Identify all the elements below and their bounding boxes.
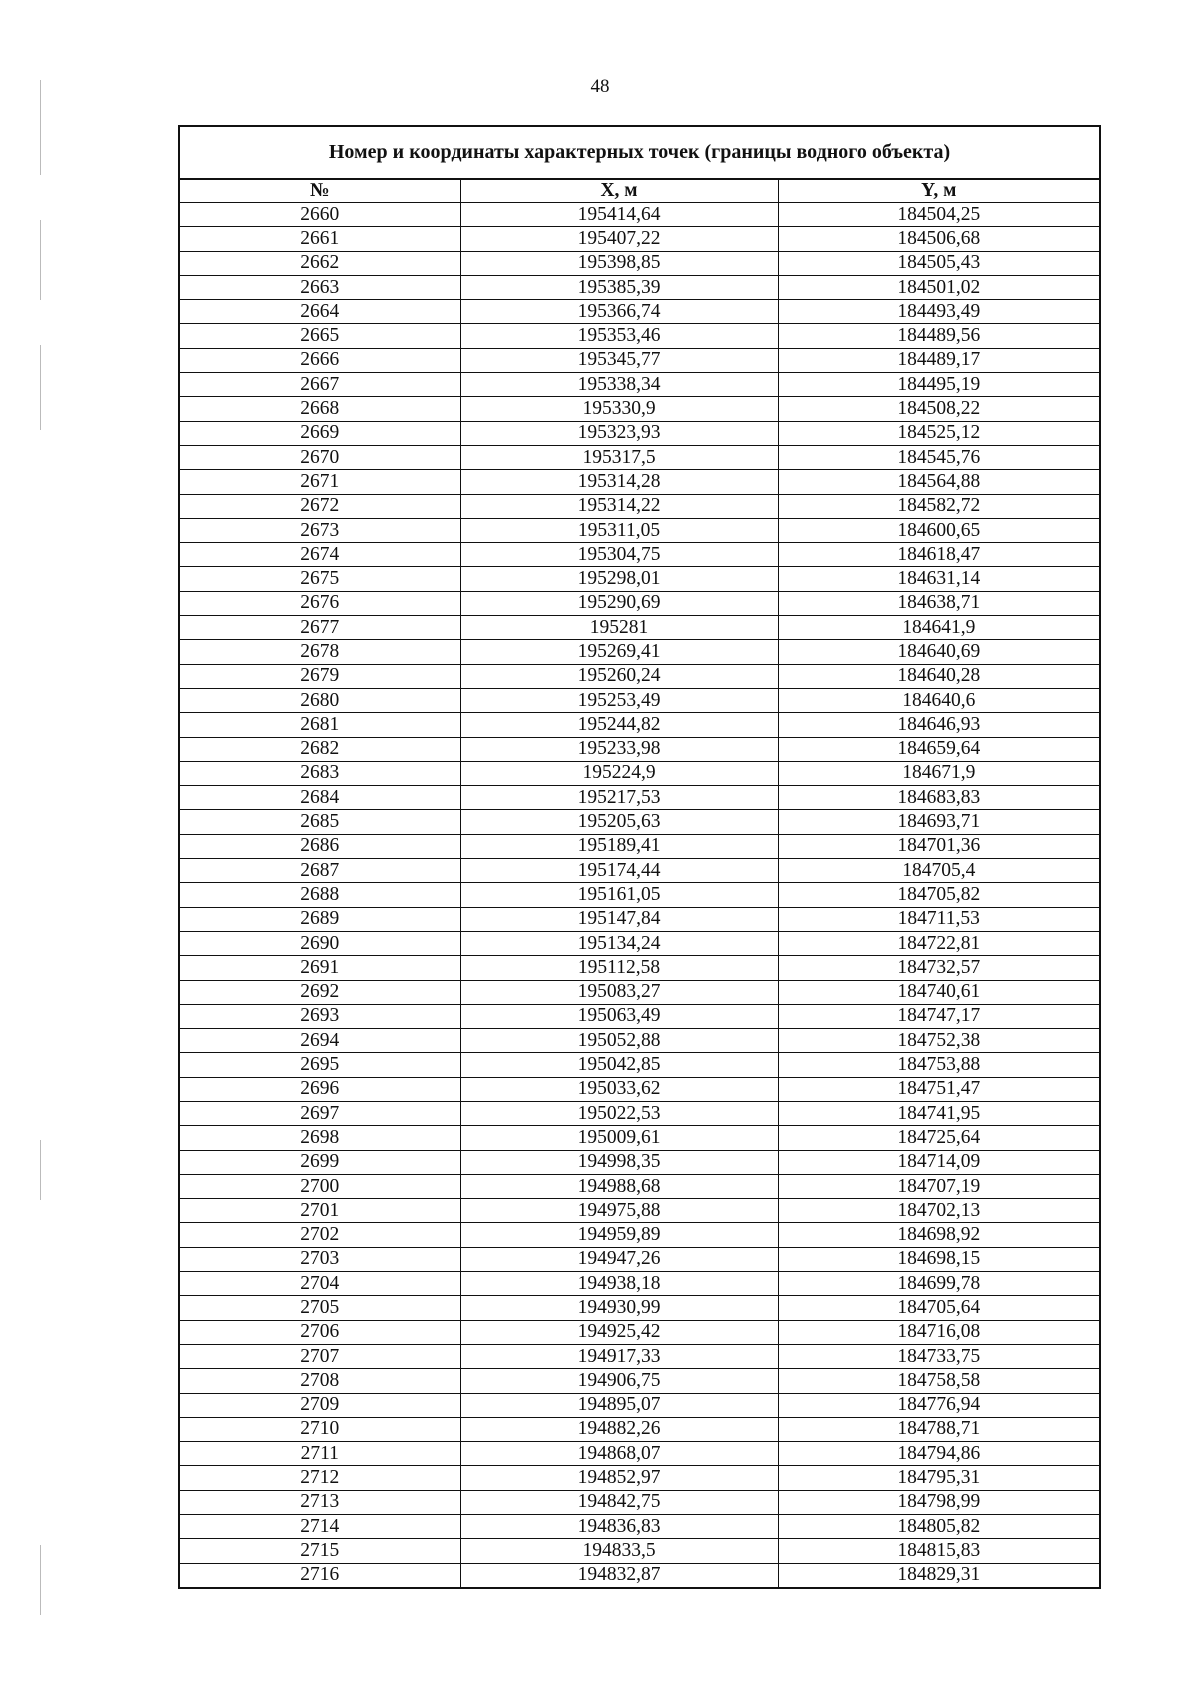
y-coordinate-cell: 184741,95 (778, 1101, 1099, 1125)
point-number-cell: 2664 (180, 300, 460, 324)
table-row (180, 980, 1099, 1004)
y-coordinate-cell: 184671,9 (778, 761, 1099, 785)
x-coordinate-cell: 194833,5 (460, 1539, 778, 1563)
table-row (180, 907, 1099, 931)
x-coordinate-cell: 195330,9 (460, 397, 778, 421)
x-coordinate-cell: 195414,64 (460, 203, 778, 227)
table-row (180, 251, 1099, 275)
y-coordinate-cell: 184705,64 (778, 1296, 1099, 1320)
y-coordinate-cell: 184646,93 (778, 713, 1099, 737)
table-row (180, 1029, 1099, 1053)
y-coordinate-cell: 184829,31 (778, 1563, 1099, 1587)
table-row (180, 713, 1099, 737)
table-row (180, 1004, 1099, 1028)
table-row (180, 1369, 1099, 1393)
y-coordinate-cell: 184545,76 (778, 445, 1099, 469)
table-row (180, 1150, 1099, 1174)
table-row (180, 786, 1099, 810)
y-coordinate-cell: 184776,94 (778, 1393, 1099, 1417)
table-row (180, 1490, 1099, 1514)
point-number-cell: 2673 (180, 518, 460, 542)
point-number-cell: 2678 (180, 640, 460, 664)
table-row (180, 688, 1099, 712)
y-coordinate-cell: 184631,14 (778, 567, 1099, 591)
point-number-cell: 2690 (180, 931, 460, 955)
point-number-cell: 2697 (180, 1101, 460, 1125)
y-coordinate-cell: 184683,83 (778, 786, 1099, 810)
table-row (180, 373, 1099, 397)
x-coordinate-cell: 194842,75 (460, 1490, 778, 1514)
point-number-cell: 2662 (180, 251, 460, 275)
x-coordinate-cell: 194975,88 (460, 1199, 778, 1223)
y-coordinate-cell: 184701,36 (778, 834, 1099, 858)
x-coordinate-cell: 195281 (460, 616, 778, 640)
x-coordinate-cell: 195174,44 (460, 859, 778, 883)
table-row (180, 543, 1099, 567)
y-coordinate-cell: 184707,19 (778, 1174, 1099, 1198)
point-number-cell: 2674 (180, 543, 460, 567)
x-coordinate-cell: 195353,46 (460, 324, 778, 348)
y-coordinate-cell: 184659,64 (778, 737, 1099, 761)
point-number-cell: 2710 (180, 1417, 460, 1441)
table-row (180, 1247, 1099, 1271)
point-number-cell: 2708 (180, 1369, 460, 1393)
point-number-cell: 2692 (180, 980, 460, 1004)
point-number-cell: 2712 (180, 1466, 460, 1490)
y-coordinate-cell: 184751,47 (778, 1077, 1099, 1101)
y-coordinate-cell: 184508,22 (778, 397, 1099, 421)
point-number-cell: 2703 (180, 1247, 460, 1271)
table-row (180, 664, 1099, 688)
table-row (180, 1515, 1099, 1539)
scan-edge-mark (40, 1545, 41, 1615)
header-x: X, м (460, 180, 778, 203)
x-coordinate-cell: 195217,53 (460, 786, 778, 810)
table-row (180, 591, 1099, 615)
x-coordinate-cell: 195022,53 (460, 1101, 778, 1125)
table-row (180, 1126, 1099, 1150)
point-number-cell: 2698 (180, 1126, 460, 1150)
y-coordinate-cell: 184753,88 (778, 1053, 1099, 1077)
point-number-cell: 2681 (180, 713, 460, 737)
table-row (180, 1320, 1099, 1344)
y-coordinate-cell: 184702,13 (778, 1199, 1099, 1223)
y-coordinate-cell: 184815,83 (778, 1539, 1099, 1563)
y-coordinate-cell: 184795,31 (778, 1466, 1099, 1490)
y-coordinate-cell: 184698,92 (778, 1223, 1099, 1247)
y-coordinate-cell: 184798,99 (778, 1490, 1099, 1514)
y-coordinate-cell: 184722,81 (778, 931, 1099, 955)
table-row (180, 421, 1099, 445)
y-coordinate-cell: 184732,57 (778, 956, 1099, 980)
x-coordinate-cell: 195042,85 (460, 1053, 778, 1077)
table-row (180, 1272, 1099, 1296)
table-row (180, 931, 1099, 955)
table-row (180, 203, 1099, 227)
x-coordinate-cell: 195112,58 (460, 956, 778, 980)
point-number-cell: 2693 (180, 1004, 460, 1028)
x-coordinate-cell: 195366,74 (460, 300, 778, 324)
point-number-cell: 2667 (180, 373, 460, 397)
page-number: 48 (590, 76, 610, 97)
table-row (180, 810, 1099, 834)
y-coordinate-cell: 184641,9 (778, 616, 1099, 640)
table-body (180, 203, 1099, 1587)
y-coordinate-cell: 184725,64 (778, 1126, 1099, 1150)
y-coordinate-cell: 184758,58 (778, 1369, 1099, 1393)
point-number-cell: 2686 (180, 834, 460, 858)
table-row (180, 567, 1099, 591)
table-row (180, 1417, 1099, 1441)
table-row (180, 1199, 1099, 1223)
y-coordinate-cell: 184698,15 (778, 1247, 1099, 1271)
y-coordinate-cell: 184504,25 (778, 203, 1099, 227)
y-coordinate-cell: 184733,75 (778, 1344, 1099, 1368)
scan-edge-mark (40, 345, 41, 430)
x-coordinate-cell: 195147,84 (460, 907, 778, 931)
table-row (180, 1344, 1099, 1368)
x-coordinate-cell: 194925,42 (460, 1320, 778, 1344)
table-row (180, 956, 1099, 980)
table-row (180, 324, 1099, 348)
y-coordinate-cell: 184740,61 (778, 980, 1099, 1004)
y-coordinate-cell: 184640,69 (778, 640, 1099, 664)
table-row (180, 1442, 1099, 1466)
table-row (180, 445, 1099, 469)
table-row (180, 1174, 1099, 1198)
point-number-cell: 2661 (180, 227, 460, 251)
point-number-cell: 2683 (180, 761, 460, 785)
table-row (180, 227, 1099, 251)
table-row (180, 737, 1099, 761)
x-coordinate-cell: 195009,61 (460, 1126, 778, 1150)
table-row (180, 834, 1099, 858)
point-number-cell: 2671 (180, 470, 460, 494)
point-number-cell: 2711 (180, 1442, 460, 1466)
x-coordinate-cell: 195205,63 (460, 810, 778, 834)
point-number-cell: 2716 (180, 1563, 460, 1587)
x-coordinate-cell: 194852,97 (460, 1466, 778, 1490)
x-coordinate-cell: 195317,5 (460, 445, 778, 469)
x-coordinate-cell: 195323,93 (460, 421, 778, 445)
x-coordinate-cell: 194882,26 (460, 1417, 778, 1441)
x-coordinate-cell: 195161,05 (460, 883, 778, 907)
x-coordinate-cell: 195224,9 (460, 761, 778, 785)
x-coordinate-cell: 195314,22 (460, 494, 778, 518)
table-row (180, 640, 1099, 664)
x-coordinate-cell: 194998,35 (460, 1150, 778, 1174)
table-row (180, 1223, 1099, 1247)
y-coordinate-cell: 184693,71 (778, 810, 1099, 834)
y-coordinate-cell: 184699,78 (778, 1272, 1099, 1296)
point-number-cell: 2691 (180, 956, 460, 980)
x-coordinate-cell: 195298,01 (460, 567, 778, 591)
table-row (180, 859, 1099, 883)
table-row (180, 1393, 1099, 1417)
y-coordinate-cell: 184705,4 (778, 859, 1099, 883)
y-coordinate-cell: 184640,28 (778, 664, 1099, 688)
header-number: № (180, 180, 460, 203)
point-number-cell: 2660 (180, 203, 460, 227)
x-coordinate-cell: 194832,87 (460, 1563, 778, 1587)
y-coordinate-cell: 184747,17 (778, 1004, 1099, 1028)
x-coordinate-cell: 195134,24 (460, 931, 778, 955)
point-number-cell: 2663 (180, 275, 460, 299)
y-coordinate-cell: 184506,68 (778, 227, 1099, 251)
point-number-cell: 2688 (180, 883, 460, 907)
x-coordinate-cell: 194895,07 (460, 1393, 778, 1417)
point-number-cell: 2676 (180, 591, 460, 615)
y-coordinate-cell: 184505,43 (778, 251, 1099, 275)
x-coordinate-cell: 194930,99 (460, 1296, 778, 1320)
point-number-cell: 2679 (180, 664, 460, 688)
point-number-cell: 2709 (180, 1393, 460, 1417)
table-row (180, 275, 1099, 299)
point-number-cell: 2669 (180, 421, 460, 445)
x-coordinate-cell: 195083,27 (460, 980, 778, 1004)
table-row (180, 1563, 1099, 1587)
y-coordinate-cell: 184493,49 (778, 300, 1099, 324)
y-coordinate-cell: 184638,71 (778, 591, 1099, 615)
point-number-cell: 2675 (180, 567, 460, 591)
point-number-cell: 2695 (180, 1053, 460, 1077)
x-coordinate-cell: 195269,41 (460, 640, 778, 664)
coordinates-sheet (178, 125, 1101, 1589)
point-number-cell: 2680 (180, 688, 460, 712)
x-coordinate-cell: 195244,82 (460, 713, 778, 737)
x-coordinate-cell: 194917,33 (460, 1344, 778, 1368)
point-number-cell: 2672 (180, 494, 460, 518)
x-coordinate-cell: 195290,69 (460, 591, 778, 615)
point-number-cell: 2713 (180, 1490, 460, 1514)
point-number-cell: 2706 (180, 1320, 460, 1344)
point-number-cell: 2707 (180, 1344, 460, 1368)
y-coordinate-cell: 184640,6 (778, 688, 1099, 712)
scan-edge-mark (40, 1140, 41, 1200)
point-number-cell: 2700 (180, 1174, 460, 1198)
y-coordinate-cell: 184711,53 (778, 907, 1099, 931)
table-row (180, 1101, 1099, 1125)
point-number-cell: 2666 (180, 348, 460, 372)
x-coordinate-cell: 195311,05 (460, 518, 778, 542)
x-coordinate-cell: 195189,41 (460, 834, 778, 858)
point-number-cell: 2702 (180, 1223, 460, 1247)
x-coordinate-cell: 195233,98 (460, 737, 778, 761)
y-coordinate-cell: 184716,08 (778, 1320, 1099, 1344)
point-number-cell: 2684 (180, 786, 460, 810)
table-row (180, 1539, 1099, 1563)
table-row (180, 348, 1099, 372)
y-coordinate-cell: 184525,12 (778, 421, 1099, 445)
point-number-cell: 2701 (180, 1199, 460, 1223)
y-coordinate-cell: 184564,88 (778, 470, 1099, 494)
x-coordinate-cell: 194947,26 (460, 1247, 778, 1271)
table-row (180, 1077, 1099, 1101)
x-coordinate-cell: 195398,85 (460, 251, 778, 275)
point-number-cell: 2714 (180, 1515, 460, 1539)
point-number-cell: 2685 (180, 810, 460, 834)
x-coordinate-cell: 194959,89 (460, 1223, 778, 1247)
x-coordinate-cell: 195304,75 (460, 543, 778, 567)
header-y: Y, м (778, 180, 1099, 203)
y-coordinate-cell: 184618,47 (778, 543, 1099, 567)
y-coordinate-cell: 184805,82 (778, 1515, 1099, 1539)
x-coordinate-cell: 194906,75 (460, 1369, 778, 1393)
table-row (180, 1053, 1099, 1077)
coordinates-table (180, 180, 1099, 1587)
point-number-cell: 2665 (180, 324, 460, 348)
y-coordinate-cell: 184714,09 (778, 1150, 1099, 1174)
y-coordinate-cell: 184600,65 (778, 518, 1099, 542)
y-coordinate-cell: 184788,71 (778, 1417, 1099, 1441)
table-row (180, 1296, 1099, 1320)
point-number-cell: 2682 (180, 737, 460, 761)
table-row (180, 616, 1099, 640)
table-row (180, 397, 1099, 421)
point-number-cell: 2705 (180, 1296, 460, 1320)
table-caption: Номер и координаты характерных точек (границы водного объекта) (180, 127, 1099, 180)
y-coordinate-cell: 184582,72 (778, 494, 1099, 518)
table-row (180, 518, 1099, 542)
point-number-cell: 2694 (180, 1029, 460, 1053)
point-number-cell: 2704 (180, 1272, 460, 1296)
x-coordinate-cell: 195260,24 (460, 664, 778, 688)
point-number-cell: 2687 (180, 859, 460, 883)
point-number-cell: 2689 (180, 907, 460, 931)
table-row (180, 300, 1099, 324)
y-coordinate-cell: 184501,02 (778, 275, 1099, 299)
table-row (180, 494, 1099, 518)
x-coordinate-cell: 194938,18 (460, 1272, 778, 1296)
x-coordinate-cell: 195338,34 (460, 373, 778, 397)
point-number-cell: 2677 (180, 616, 460, 640)
table-row (180, 1466, 1099, 1490)
x-coordinate-cell: 195063,49 (460, 1004, 778, 1028)
x-coordinate-cell: 195345,77 (460, 348, 778, 372)
y-coordinate-cell: 184495,19 (778, 373, 1099, 397)
point-number-cell: 2668 (180, 397, 460, 421)
point-number-cell: 2696 (180, 1077, 460, 1101)
table-row (180, 470, 1099, 494)
x-coordinate-cell: 195314,28 (460, 470, 778, 494)
y-coordinate-cell: 184489,17 (778, 348, 1099, 372)
y-coordinate-cell: 184752,38 (778, 1029, 1099, 1053)
x-coordinate-cell: 195052,88 (460, 1029, 778, 1053)
x-coordinate-cell: 195385,39 (460, 275, 778, 299)
x-coordinate-cell: 195033,62 (460, 1077, 778, 1101)
y-coordinate-cell: 184705,82 (778, 883, 1099, 907)
header-row (180, 180, 1099, 203)
x-coordinate-cell: 194988,68 (460, 1174, 778, 1198)
table-row (180, 761, 1099, 785)
point-number-cell: 2715 (180, 1539, 460, 1563)
table-row (180, 883, 1099, 907)
y-coordinate-cell: 184794,86 (778, 1442, 1099, 1466)
x-coordinate-cell: 195253,49 (460, 688, 778, 712)
x-coordinate-cell: 195407,22 (460, 227, 778, 251)
scan-edge-mark (40, 220, 41, 300)
x-coordinate-cell: 194836,83 (460, 1515, 778, 1539)
point-number-cell: 2699 (180, 1150, 460, 1174)
y-coordinate-cell: 184489,56 (778, 324, 1099, 348)
point-number-cell: 2670 (180, 445, 460, 469)
x-coordinate-cell: 194868,07 (460, 1442, 778, 1466)
